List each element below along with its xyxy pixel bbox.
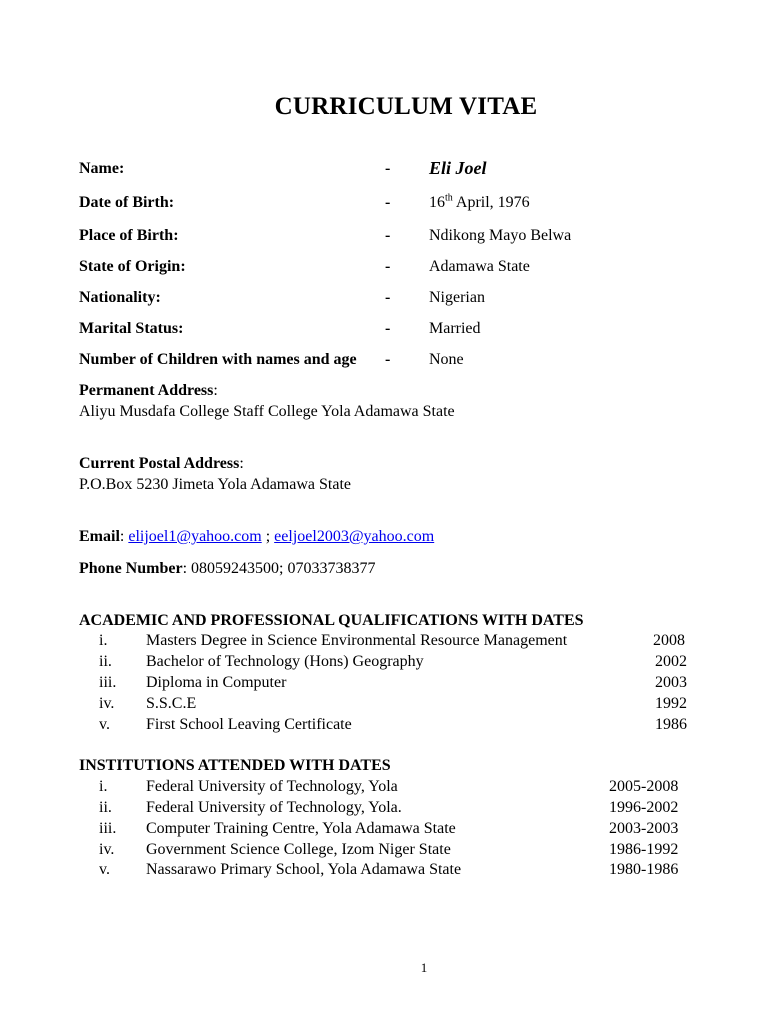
- email-separator: ;: [261, 528, 275, 545]
- nationality-label: Nationality:: [79, 289, 161, 306]
- name-value: Eli Joel: [429, 158, 487, 178]
- institution-years: 2003-2003: [609, 820, 679, 837]
- permanent-address-colon: :: [213, 382, 218, 399]
- institution-text: Computer Training Centre, Yola Adamawa State: [146, 820, 456, 837]
- institution-number: ii.: [99, 799, 112, 816]
- children-dash: -: [385, 351, 391, 368]
- institution-text: Federal University of Technology, Yola: [146, 778, 398, 795]
- institution-years: 1996-2002: [609, 799, 679, 816]
- postal-address-label: Current Postal Address: [79, 455, 240, 472]
- nationality-dash: -: [385, 289, 391, 306]
- qualification-number: v.: [99, 716, 110, 733]
- phone-value: : 08059243500; 07033738377: [182, 560, 376, 577]
- institution-number: i.: [99, 778, 108, 795]
- email-colon: :: [119, 528, 129, 545]
- permanent-address-value: Aliyu Musdafa College Staff College Yola Adamawa State: [79, 403, 455, 420]
- qualification-number: iv.: [99, 695, 115, 712]
- email-link-2[interactable]: eeljoel2003@yahoo.com: [274, 528, 435, 545]
- qualification-year: 2002: [655, 653, 687, 670]
- dob-day: 16: [429, 194, 445, 211]
- postal-address-value: P.O.Box 5230 Jimeta Yola Adamawa State: [79, 476, 351, 493]
- pob-dash: -: [385, 227, 391, 244]
- postal-address-heading: [79, 455, 244, 473]
- dob-suffix: th: [445, 192, 453, 204]
- email-line: [79, 528, 434, 546]
- institution-number: iv.: [99, 841, 115, 858]
- page-number: 1: [420, 960, 428, 975]
- qualification-year: 1992: [655, 695, 687, 712]
- nationality-value: Nigerian: [429, 289, 485, 306]
- qualification-year: 1986: [655, 716, 687, 733]
- qualification-number: i.: [99, 632, 108, 649]
- origin-label: State of Origin:: [79, 258, 186, 275]
- permanent-address-heading: [79, 382, 218, 400]
- pob-value: Ndikong Mayo Belwa: [429, 227, 572, 244]
- marital-label: Marital Status:: [79, 320, 184, 337]
- qualification-text: S.S.C.E: [146, 695, 197, 712]
- children-value: None: [429, 351, 464, 368]
- marital-value: Married: [429, 320, 481, 337]
- qualification-text: Masters Degree in Science Environmental Resource Management: [146, 632, 568, 649]
- qualification-year: 2003: [655, 674, 687, 691]
- qualification-text: Bachelor of Technology (Hons) Geography: [146, 653, 424, 670]
- institution-years: 1980-1986: [609, 861, 679, 878]
- postal-address-colon: :: [239, 455, 244, 472]
- name-label: Name:: [79, 160, 125, 177]
- children-label: Number of Children with names and age: [79, 351, 357, 368]
- qualification-year: 2008: [653, 632, 685, 649]
- qualification-text: First School Leaving Certificate: [146, 716, 352, 733]
- qualifications-heading: ACADEMIC AND PROFESSIONAL QUALIFICATIONS WITH DATES: [79, 612, 584, 629]
- institution-text: Federal University of Technology, Yola.: [146, 799, 402, 816]
- phone-line: [79, 560, 375, 578]
- dob-rest: April, 1976: [452, 194, 530, 211]
- origin-dash: -: [385, 258, 391, 275]
- institutions-heading: INSTITUTIONS ATTENDED WITH DATES: [79, 757, 391, 774]
- institution-number: v.: [99, 861, 110, 878]
- dob-dash: -: [385, 194, 391, 211]
- name-dash: -: [385, 160, 391, 177]
- email-link-1[interactable]: elijoel1@yahoo.com: [128, 528, 262, 545]
- dob-value: [429, 194, 530, 212]
- origin-value: Adamawa State: [429, 258, 530, 275]
- institution-years: 1986-1992: [609, 841, 679, 858]
- institution-text: Government Science College, Izom Niger State: [146, 841, 451, 858]
- phone-label: Phone Number: [79, 560, 183, 577]
- qualification-number: ii.: [99, 653, 112, 670]
- institution-text: Nassarawo Primary School, Yola Adamawa State: [146, 861, 462, 878]
- pob-label: Place of Birth:: [79, 227, 179, 244]
- permanent-address-label: Permanent Address: [79, 382, 214, 399]
- qualification-text: Diploma in Computer: [146, 674, 287, 691]
- document-title: CURRICULUM VITAE: [274, 93, 538, 120]
- institution-years: 2005-2008: [609, 778, 679, 795]
- qualification-number: iii.: [99, 674, 117, 691]
- institution-number: iii.: [99, 820, 117, 837]
- email-label: Email: [79, 528, 120, 545]
- dob-label: Date of Birth:: [79, 194, 175, 211]
- marital-dash: -: [385, 320, 391, 337]
